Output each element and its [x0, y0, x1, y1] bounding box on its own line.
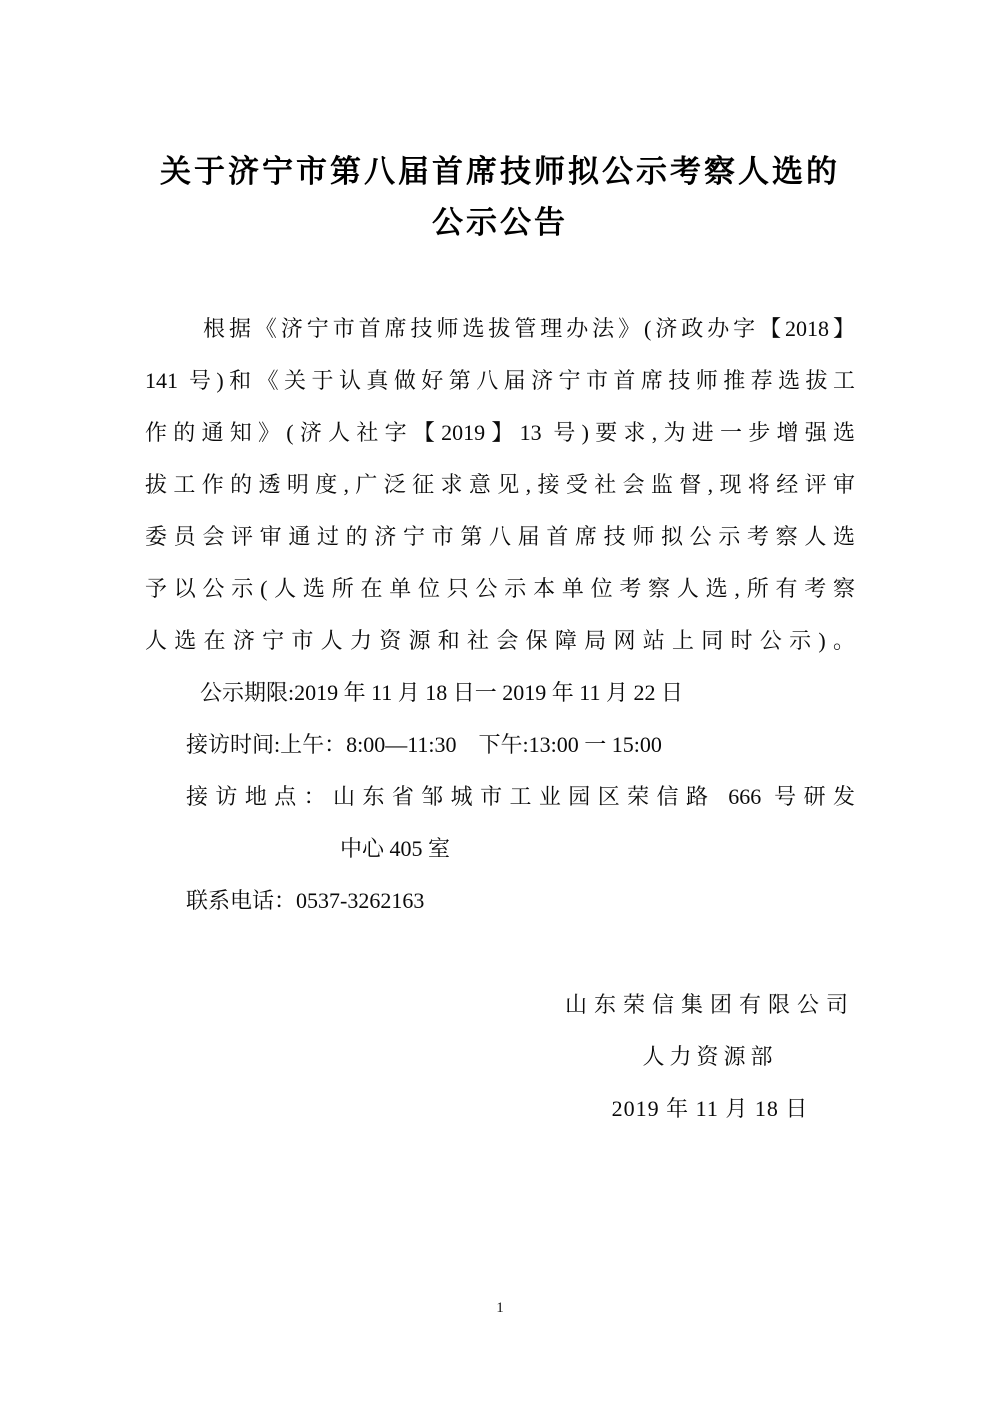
document-title-line1: 关于济宁市第八届首席技师拟公示考察人选的 [160, 154, 840, 189]
announcement-paragraph-line-3: 作的通知》(济人社字【2019】13 号)要求,为进一步增强选 [145, 420, 855, 445]
visiting-address-continuation-line: 中心 405 室 [340, 836, 451, 861]
announcement-paragraph-line-1: 根据《济宁市首席技师选拔管理办法》(济政办字【2018】 [203, 316, 855, 341]
announcement-paragraph-line-7: 人选在济宁市人力资源和社会保障局网站上同时公示)。 [145, 628, 855, 653]
publicity-period-line: 公示期限:2019 年 11 月 18 日一 2019 年 11 月 22 日 [200, 680, 683, 705]
signature-date: 2019 年 11 月 18 日 [611, 1096, 809, 1121]
signature-company: 山东荣信集团有限公司 [564, 992, 855, 1017]
signature-block [545, 979, 875, 1135]
visiting-time-line: 接访时间:上午：8:00—11:30 下午:13:00 一 15:00 [186, 732, 662, 757]
contact-phone-line: 联系电话：0537-3262163 [186, 888, 425, 913]
announcement-paragraph-line-2: 141 号)和《关于认真做好第八届济宁市首席技师推荐选拔工 [145, 368, 855, 393]
document-title-line2: 公示公告 [432, 205, 568, 240]
page-number: 1 [496, 1300, 504, 1316]
announcement-paragraph-line-6: 予以公示(人选所在单位只公示本单位考察人选,所有考察 [145, 576, 855, 601]
announcement-paragraph-line-4: 拔工作的透明度,广泛征求意见,接受社会监督,现将经评审 [145, 472, 855, 497]
announcement-body [145, 303, 855, 927]
announcement-paragraph-line-5: 委员会评审通过的济宁市第八届首席技师拟公示考察人选 [145, 524, 855, 549]
visiting-address-line: 接访地点：山东省邹城市工业园区荣信路 666 号研发 [186, 784, 855, 809]
signature-department: 人力资源部 [642, 1044, 778, 1069]
